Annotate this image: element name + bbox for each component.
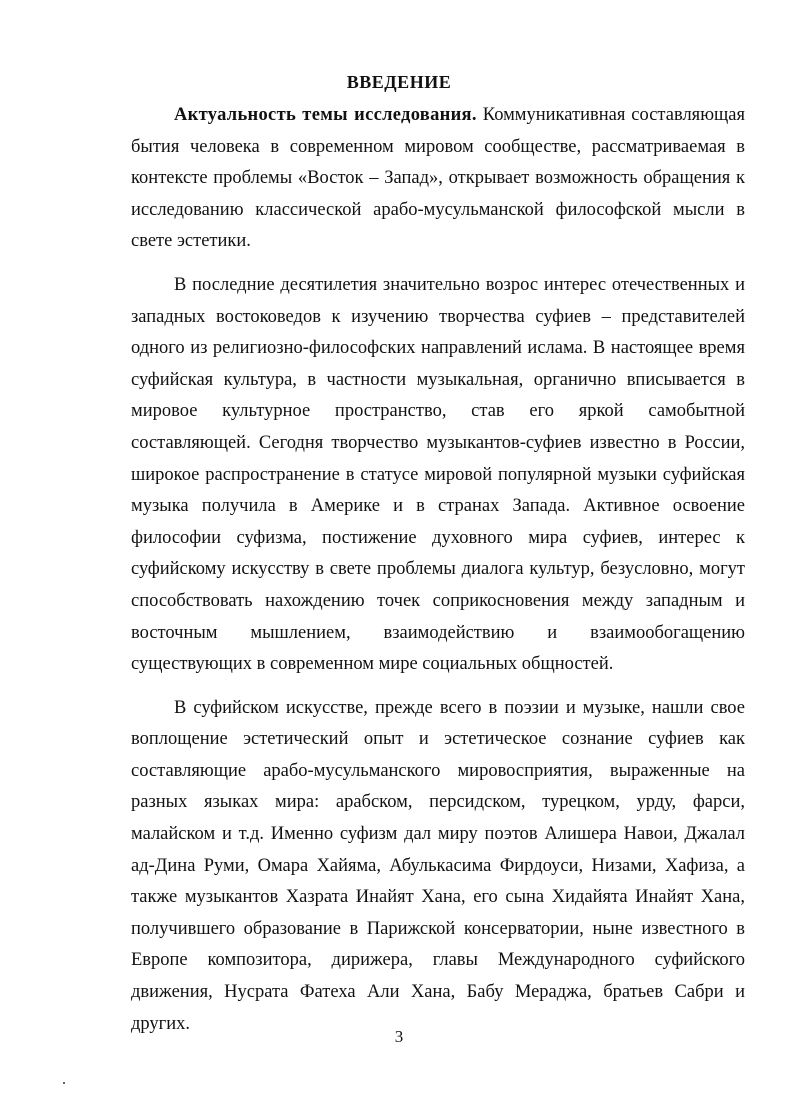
body-text [131,100,745,1052]
page-title: ВВЕДЕНИЕ [346,72,452,92]
paragraph-text: В последние десятилетия значительно возрос интерес отечественных и западных востоковедов к изучению творчества суфиев – представителей одного из религиозно-философских направлений ислама. В настоящее время суфийская культура, в частности музыкальная, органично вписывается в мировое культурное пространство, став его яркой самобытной составляющей. Сегодня творчество музыкантов-суфиев известно в России, широкое распространение в статусе мировой популярной музыки суфийская музыка получила в Америке и в странах Запада. Активное освоение философии суфизма, постижение духовного мира суфиев, интерес к суфийскому искусству в свете проблемы диалога культур, безусловно, могут способствовать нахождению точек соприкосновения между западным и восточным мышлением, взаимодействию и взаимообогащению существующих в современном мире социальных общностей. [131,274,745,675]
paragraph-text: Коммуникативная составляющая бытия человека в современном мировом сообществе, рассматриваемая в контексте проблемы «Восток – Запад», открывает возможность обращения к исследованию классической арабо-мусульманской философской мысли в свете эстетики. [131,105,745,252]
paragraph-2 [131,270,745,681]
page-number: 3 [394,1027,404,1046]
paragraph-3 [131,693,745,1041]
paragraph-lead: Актуальность темы исследования. [174,105,477,125]
paragraph-1 [131,100,745,258]
scan-speck [63,1082,65,1084]
paragraph-text: В суфийском искусстве, прежде всего в поэзии и музыке, нашли свое воплощение эстетический опыт и эстетическое сознание суфиев как составляющие арабо-мусульманского мировосприятия, выраженные на разных языках мира: арабском, персидском, турецком, урду, фарси, малайском и т.д. Именно суфизм дал миру поэтов Алишера Навои, Джалал ад-Дина Руми, Омара Хайяма, Абулькасима Фирдоуси, Низами, Хафиза, а также музыкантов Хазрата Инайят Хана, его сына Хидайята Инайят Хана, получившего образование в Парижской консерватории, ныне известного в Европе композитора, дирижера, главы Международного суфийского движения, Нусрата Фатеха Али Хана, Бабу Мераджа, братьев Сабри и других. [131,697,745,1034]
